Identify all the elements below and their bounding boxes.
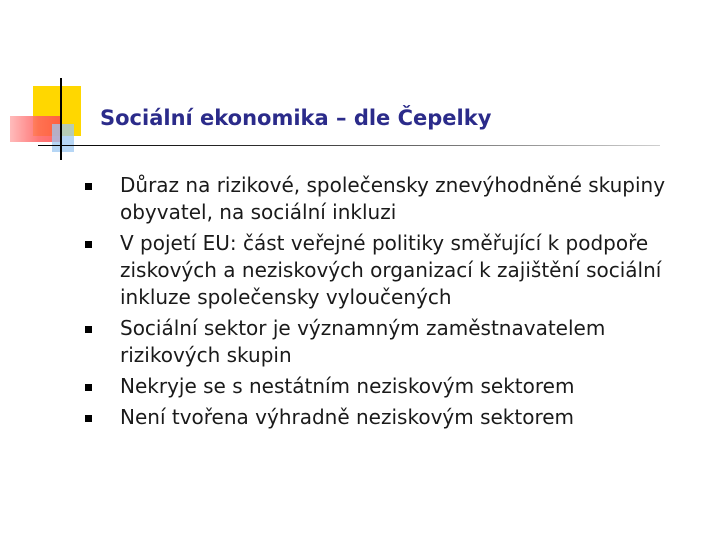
list-item	[84, 404, 684, 431]
bullet-square-icon	[85, 183, 92, 190]
list-item-text: Nekryje se s nestátním neziskovým sektorem	[120, 374, 575, 398]
list-item	[84, 172, 684, 226]
title-underline	[38, 145, 660, 146]
list-item-text: Důraz na rizikové, společensky znevýhodněné skupiny obyvatel, na sociální inkluzi	[120, 173, 666, 224]
slide-title: Sociální ekonomika – dle Čepelky	[100, 106, 492, 130]
bullet-square-icon	[85, 326, 92, 333]
bullet-square-icon	[85, 241, 92, 248]
list-item	[84, 230, 684, 311]
list-item	[84, 373, 684, 400]
decor-blue-square	[52, 124, 74, 152]
list-item-text: Sociální sektor je významným zaměstnavatelem rizikových skupin	[120, 316, 606, 367]
decor-vertical-line	[60, 78, 62, 160]
list-item	[84, 315, 684, 369]
bullet-square-icon	[85, 415, 92, 422]
bullet-list	[84, 172, 684, 435]
list-item-text: V pojetí EU: část veřejné politiky směřující k podpoře ziskových a neziskových organizací k zajištění sociální inkluze společensky vyloučených	[120, 231, 662, 309]
list-item-text: Není tvořena výhradně neziskovým sektorem	[120, 405, 575, 429]
bullet-square-icon	[85, 384, 92, 391]
